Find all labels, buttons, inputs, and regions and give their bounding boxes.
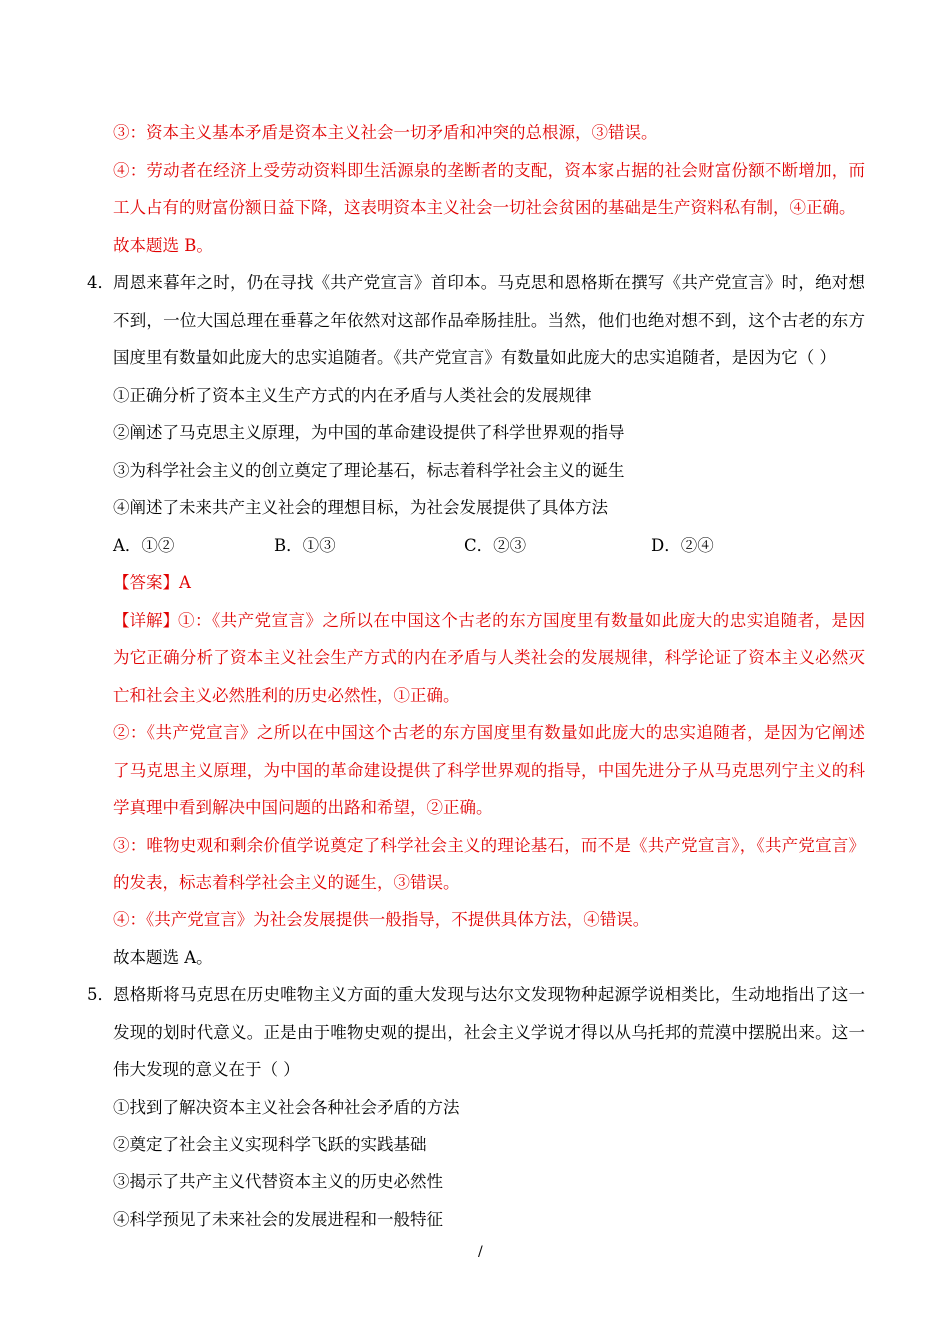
q5-item-3: ③揭示了共产主义代替资本主义的历史必然性: [113, 1172, 443, 1191]
q4-detail-1: ①：《共产党宣言》之所以在中国这个古老的东方国度里有数量如此庞大的忠实追随者，是因: [178, 611, 865, 630]
page-number: /: [478, 1244, 483, 1260]
q4-option-a: A．①②: [113, 536, 175, 555]
q4-stem-3: 国度里有数量如此庞大的忠实追随者。《共产党宣言》有数量如此庞大的忠实追随者，是因为它（ ）: [113, 348, 836, 367]
q4-detail-4: ②：《共产党宣言》之所以在中国这个古老的东方国度里有数量如此庞大的忠实追随者，是因为它阐述: [113, 723, 865, 742]
q4-detail-7: ③：唯物史观和剩余价值学说奠定了科学社会主义的理论基石，而不是《共产党宣言》，《共产党宣言》: [113, 836, 865, 855]
q5-stem-1: 恩格斯将马克思在历史唯物主义方面的重大发现与达尔文发现物种起源学说相类比，生动地指出了这一: [113, 985, 865, 1004]
q4-detail-8: 的发表，标志着科学社会主义的诞生，③错误。: [113, 873, 460, 892]
q4-option-d: D．②④: [651, 536, 714, 555]
q4-number: 4．: [87, 273, 114, 292]
prev-conclusion: 故本题选 B。: [113, 236, 213, 255]
q4-detail-3: 亡和社会主义必然胜利的历史必然性，①正确。: [113, 686, 460, 705]
q5-number: 5．: [87, 985, 114, 1004]
q4-detail-5: 了马克思主义原理，为中国的革命建设提供了科学世界观的指导，中国先进分子从马克思列宁主义的科: [113, 761, 865, 780]
q5-item-2: ②奠定了社会主义实现科学飞跃的实践基础: [113, 1135, 427, 1154]
q4-item-4: ④阐述了未来共产主义社会的理想目标，为社会发展提供了具体方法: [113, 498, 608, 517]
q4-item-2: ②阐述了马克思主义原理，为中国的革命建设提供了科学世界观的指导: [113, 423, 625, 442]
analysis-line-4a: ④：劳动者在经济上受劳动资料即生活源泉的垄断者的支配，资本家占据的社会财富份额不断增加，而: [113, 161, 865, 180]
q5-item-4: ④科学预见了未来社会的发展进程和一般特征: [113, 1210, 443, 1229]
q5-stem-2: 发现的划时代意义。正是由于唯物史观的提出，社会主义学说才得以从乌托邦的荒漠中摆脱出来。这一: [113, 1023, 865, 1042]
q4-answer: 【答案】A: [113, 573, 191, 592]
q4-item-1: ①正确分析了资本主义生产方式的内在矛盾与人类社会的发展规律: [113, 386, 592, 405]
q4-detail-2: 为它正确分析了资本主义社会生产方式的内在矛盾与人类社会的发展规律，科学论证了资本主义必然灭: [113, 648, 865, 667]
q4-option-c: C．②③: [464, 536, 527, 555]
q4-detail-6: 学真理中看到解决中国问题的出路和希望，②正确。: [113, 798, 493, 817]
q4-detail-9: ④：《共产党宣言》为社会发展提供一般指导，不提供具体方法，④错误。: [113, 910, 650, 929]
q5-item-1: ①找到了解决资本主义社会各种社会矛盾的方法: [113, 1098, 460, 1117]
q4-stem-2: 不到，一位大国总理在垂暮之年依然对这部作品牵肠挂肚。当然，他们也绝对想不到，这个古老的东方: [113, 311, 865, 330]
q4-detail-label: 【详解】: [113, 611, 179, 630]
q4-stem-1: 周恩来暮年之时，仍在寻找《共产党宣言》首印本。马克思和恩格斯在撰写《共产党宣言》时，绝对想: [113, 273, 865, 292]
q4-item-3: ③为科学社会主义的创立奠定了理论基石，标志着科学社会主义的诞生: [113, 461, 625, 480]
q4-conclusion: 故本题选 A。: [113, 948, 213, 967]
analysis-line-4b: 工人占有的财富份额日益下降，这表明资本主义社会一切社会贫困的基础是生产资料私有制，④正确。: [113, 198, 856, 217]
q5-stem-3: 伟大发现的意义在于（ ）: [113, 1060, 300, 1079]
analysis-line-3: ③：资本主义基本矛盾是资本主义社会一切矛盾和冲突的总根源，③错误。: [113, 123, 658, 142]
q4-option-b: B．①③: [274, 536, 336, 555]
